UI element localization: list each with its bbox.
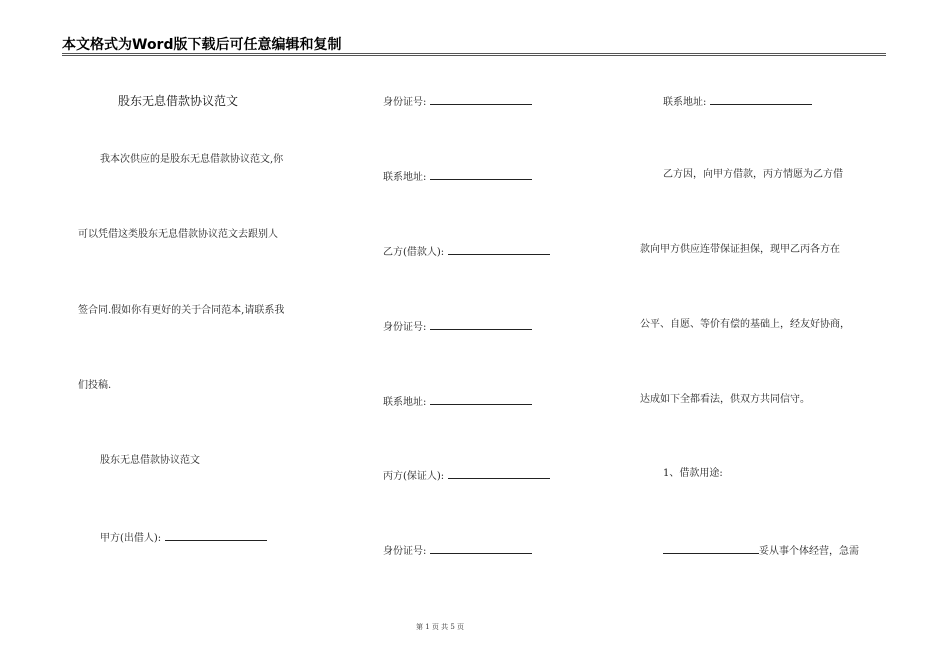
id-label-3: 身份证号: (383, 546, 427, 557)
address-label-3: 联系地址: (663, 97, 707, 108)
party-b-label: 乙方(借款人): (383, 247, 445, 258)
address-field-1 (383, 168, 532, 185)
body-line-3: 公平、自愿、等价有偿的基础上，经友好协商， (640, 319, 850, 330)
body-line-4: 达成如下全都看法，供双方共同信守。 (640, 394, 810, 405)
id-field-3 (383, 542, 532, 559)
id-blank-2 (430, 318, 532, 330)
document-title: 股东无息借款协议范文 (118, 94, 239, 108)
address-field-3 (663, 93, 812, 110)
intro-line-3: 签合同.假如你有更好的关于合同范本,请联系我 (78, 305, 285, 316)
address-blank-3 (710, 93, 812, 105)
party-b-blank (448, 243, 550, 255)
purpose-field (663, 542, 859, 559)
page-footer: 第 1 页 共 5 页 (415, 623, 465, 631)
address-label-2: 联系地址: (383, 397, 427, 408)
party-c-blank (448, 467, 550, 479)
id-blank-1 (430, 93, 532, 105)
party-a-field (100, 529, 267, 546)
id-field-1 (383, 93, 532, 110)
address-blank-2 (430, 393, 532, 405)
id-label-2: 身份证号: (383, 322, 427, 333)
purpose-text: 妥从事个体经营，急需 (759, 546, 859, 557)
purpose-blank (663, 542, 759, 554)
item-1-heading: 1、借款用途: (663, 468, 723, 479)
party-c-label: 丙方(保证人): (383, 471, 445, 482)
party-b-field (383, 243, 550, 260)
section-heading: 股东无息借款协议范文 (100, 455, 200, 466)
address-field-2 (383, 393, 532, 410)
address-label-1: 联系地址: (383, 172, 427, 183)
body-line-2: 款向甲方供应连带保证担保，现甲乙丙各方在 (640, 244, 840, 255)
intro-line-1: 我本次供应的是股东无息借款协议范文,你 (100, 154, 284, 165)
body-line-1: 乙方因，向甲方借款，丙方情愿为乙方借 (663, 169, 843, 180)
party-a-label: 甲方(出借人): (100, 533, 162, 544)
party-c-field (383, 467, 550, 484)
id-field-2 (383, 318, 532, 335)
intro-line-2: 可以凭借这类股东无息借款协议范文去跟别人 (78, 229, 278, 240)
header-rule-thin (62, 55, 886, 56)
id-label-1: 身份证号: (383, 97, 427, 108)
address-blank-1 (430, 168, 532, 180)
header-rule (62, 53, 886, 54)
document-banner: 本文格式为Word版下载后可任意编辑和复制 (62, 37, 342, 53)
party-a-blank (165, 529, 267, 541)
id-blank-3 (430, 542, 532, 554)
intro-line-4: 们投稿. (78, 380, 112, 391)
